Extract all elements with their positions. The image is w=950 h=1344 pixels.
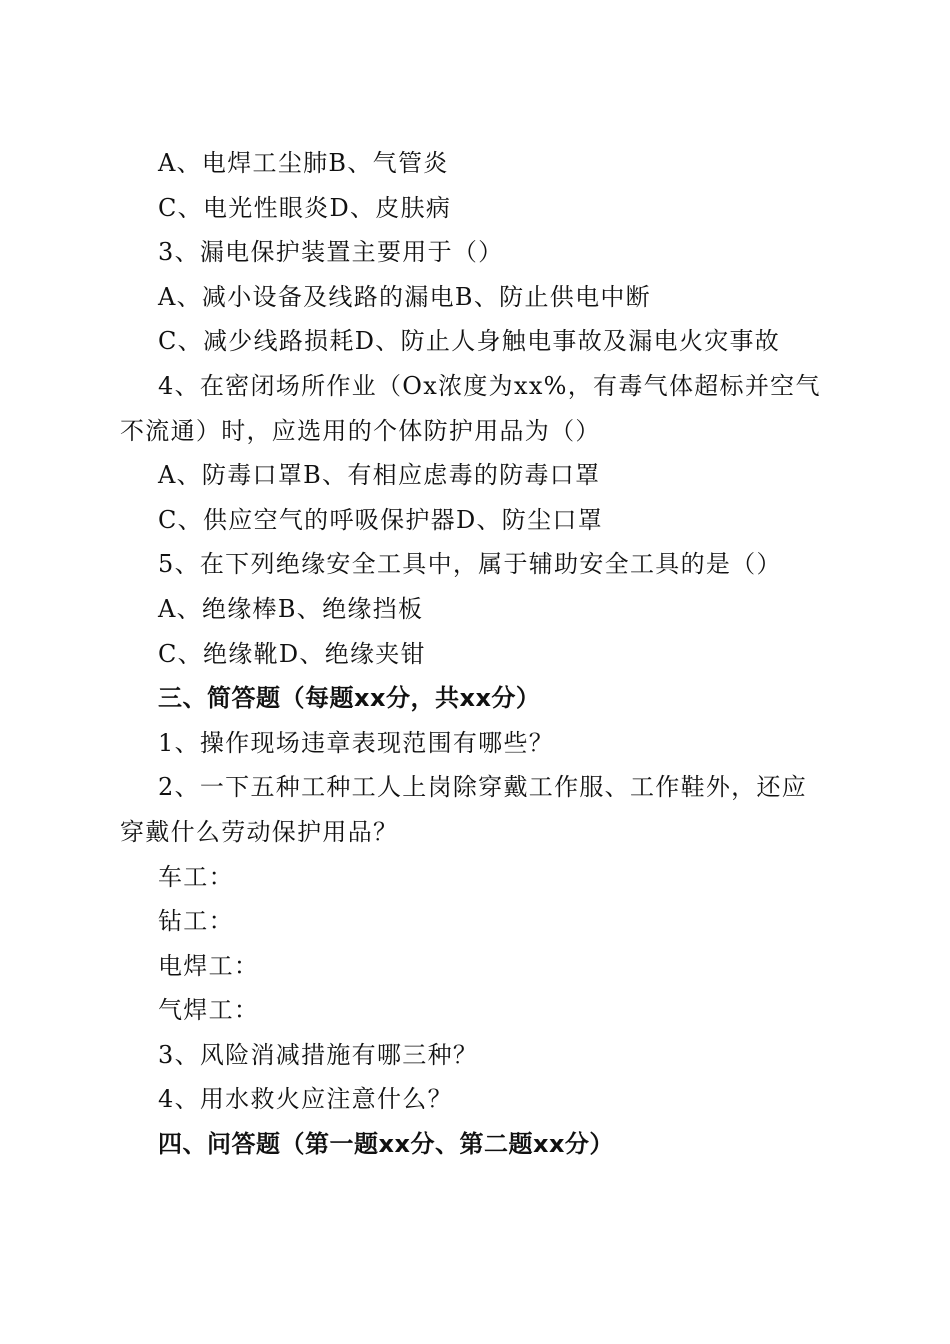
section3-heading: 三、简答题（每题xx分，共xx分） <box>158 684 541 713</box>
q2-options-cd: C、电光性眼炎D、皮肤病 <box>158 193 452 222</box>
q5-options-cd: C、绝缘靴D、绝缘夹钳 <box>158 639 426 668</box>
q3-stem: 3、漏电保护装置主要用于（） <box>158 238 504 267</box>
q4-stem-line1: 4、在密闭场所作业（Ox浓度为xx%，有毒气体超标并空气 <box>158 371 821 400</box>
section3-q2-line1: 2、一下五种工种工人上岗除穿戴工作服、工作鞋外，还应 <box>158 773 808 802</box>
section4-heading: 四、问答题（第一题xx分、第二题xx分） <box>158 1130 614 1159</box>
q5-stem: 5、在下列绝缘安全工具中，属于辅助安全工具的是（） <box>158 550 782 579</box>
answer-turner: 车工： <box>158 862 234 891</box>
section3-q4: 4、用水救火应注意什么？ <box>158 1085 453 1114</box>
q4-options-ab: A、防毒口罩B、有相应虑毒的防毒口罩 <box>158 461 601 490</box>
document-body <box>120 141 830 1167</box>
answer-welder: 电焊工： <box>158 951 260 980</box>
section3-q1: 1、操作现场违章表现范围有哪些？ <box>158 728 555 757</box>
q3-options-cd: C、减少线路损耗D、防止人身触电事故及漏电火灾事故 <box>158 327 781 356</box>
q2-options-ab: A、电焊工尘肺B、气管炎 <box>158 149 449 177</box>
q3-options-ab: A、减小设备及线路的漏电B、防止供电中断 <box>158 282 651 311</box>
answer-driller: 钻工： <box>158 907 234 936</box>
q4-stem-line2: 不流通）时，应选用的个体防护用品为（） <box>120 416 601 445</box>
answer-gas-welder: 气焊工： <box>158 996 260 1025</box>
section3-q3: 3、风险消减措施有哪三种？ <box>158 1040 479 1069</box>
q4-options-cd: C、供应空气的呼吸保护器D、防尘口罩 <box>158 505 604 534</box>
q5-options-ab: A、绝缘棒B、绝缘挡板 <box>158 594 424 623</box>
section3-q2-line2: 穿戴什么劳动保护用品？ <box>120 817 399 846</box>
